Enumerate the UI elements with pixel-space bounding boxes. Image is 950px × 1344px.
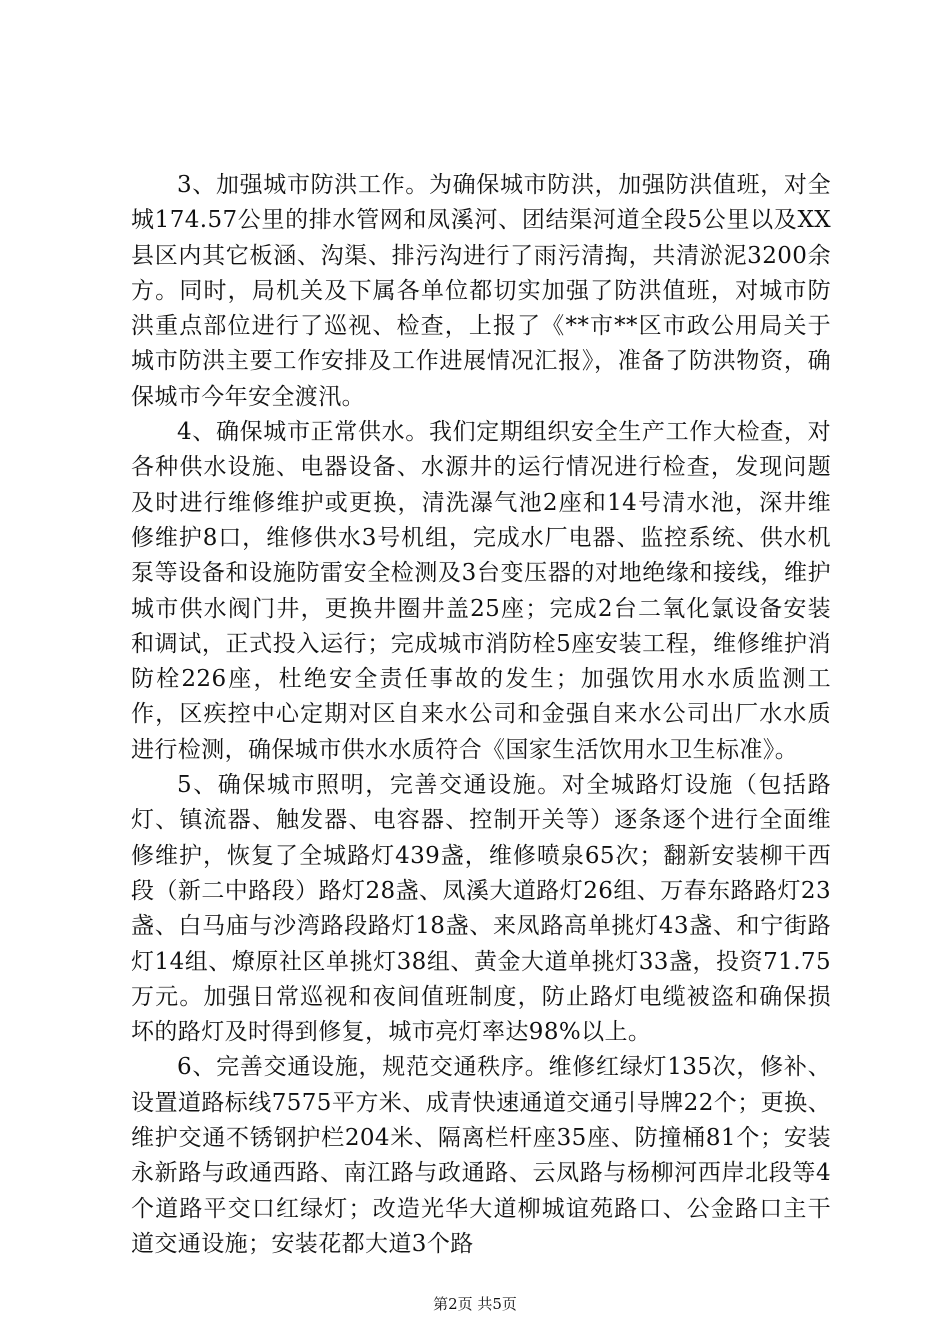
paragraph-street-lighting: 5、确保城市照明，完善交通设施。对全城路灯设施（包括路灯、镇流器、触发器、电容器、控制开关等）逐条逐个进行全面维修维护，恢复了全城路灯439盏，维修喷泉65次；翻新安装柳干西段（新二中路段）路灯28盏、凤溪大道路灯26组、万春东路路灯23盏、白马庙与沙湾路段路灯18盏、来凤路高单挑灯43盏、和宁街路灯14组、燎原社区单挑灯38组、黄金大道单挑灯33盏，投资71.75万元。加强日常巡视和夜间值班制度，防止路灯电缆被盗和确保损坏的路灯及时得到修复，城市亮灯率达98%以上。: [131, 772, 831, 1046]
paragraph-water-supply: 4、确保城市正常供水。我们定期组织安全生产工作大检查，对各种供水设施、电器设备、水源井的运行情况进行检查，发现问题及时进行维修维护或更换，清洗瀑气池2座和14号清水池，深井维修维护8口，维修供水3号机组，完成水厂电器、监控系统、供水机泵等设备和设施防雷安全检测及3台变压器的对地绝缘和接线，维护城市供水阀门井，更换井圈井盖25座；完成2台二氧化氯设备安装和调试，正式投入运行；完成城市消防栓5座安装工程，维修维护消防栓226座，杜绝安全责任事故的发生；加强饮用水水质监测工作，区疾控中心定期对区自来水公司和金强自来水公司出厂水水质进行检测，确保城市供水水质符合《国家生活饮用水卫生标准》。: [131, 419, 831, 763]
paragraph-flood-control: 3、加强城市防洪工作。为确保城市防洪，加强防洪值班，对全城174.57公里的排水管网和凤溪河、团结渠河道全段5公里以及XX县区内其它板涵、沟渠、排污沟进行了雨污清掏，共清淤泥3200余方。同时，局机关及下属各单位都切实加强了防洪值班，对城市防洪重点部位进行了巡视、检查，上报了《**市**区市政公用局关于城市防洪主要工作安排及工作进展情况汇报》，准备了防洪物资，确保城市今年安全渡汛。: [131, 172, 831, 410]
page-number-footer: 第2页 共5页: [433, 1295, 517, 1313]
document-body: [131, 168, 831, 1262]
paragraph-traffic-facilities: 6、完善交通设施，规范交通秩序。维修红绿灯135次，修补、设置道路标线7575平方米、成青快速通道交通引导牌22个；更换、维护交通不锈钢护栏204米、隔离栏杆座35座、防撞桶81个；安装永新路与政通西路、南江路与政通路、云凤路与杨柳河西岸北段等4个道路平交口红绿灯；改造光华大道柳城谊苑路口、公金路口主干道交通设施；安装花都大道3个路: [131, 1054, 831, 1257]
